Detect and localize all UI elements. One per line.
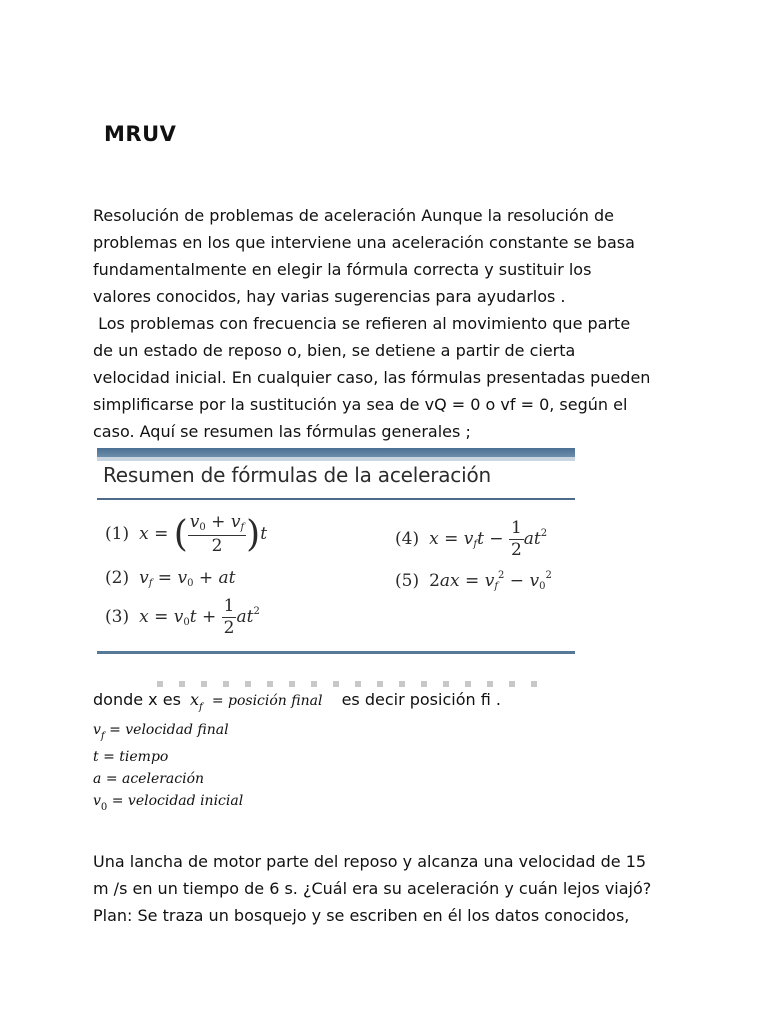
formula-summary-image bbox=[97, 448, 575, 688]
formula-1: (1) x = ( $\frac{v_0 + v_f}{2}$ )t bbox=[105, 512, 268, 556]
def-t-text: = tiempo bbox=[103, 749, 169, 765]
def-a-text: = aceleración bbox=[105, 771, 205, 787]
formula-label: (5) bbox=[395, 571, 420, 591]
text-line: velocidad inicial. En cualquier caso, las fórmulas presentadas pueden bbox=[93, 368, 651, 387]
text-line: Plan: Se traza un bosquejo y se escriben en él los datos conocidos, bbox=[93, 906, 630, 925]
symbol-vf: $v_f$ bbox=[93, 722, 105, 742]
formula-4: (4) $x = v_ft$ − $\frac{1}{2}$ $at^2$ bbox=[395, 518, 548, 560]
text-line: caso. Aquí se resumen las fórmulas generales ; bbox=[93, 422, 471, 441]
formula-3: (3) $x = v_0t$ + $\frac{1}{2}$ $at^2$ bbox=[105, 596, 260, 638]
formula-5: (5) $2ax = v_f^2 - v_0^2$ bbox=[395, 570, 552, 592]
def-vf-text: = velocidad final bbox=[109, 722, 229, 738]
text-line: Resolución de problemas de aceleración Aunque la resolución de bbox=[93, 206, 615, 225]
text-line: valores conocidos, hay varias sugerencias para ayudarlos . bbox=[93, 287, 566, 306]
header-gap bbox=[97, 457, 575, 461]
divider bbox=[97, 651, 575, 654]
formula-label: (3) bbox=[105, 607, 130, 627]
formula-2: (2) $v_f = v_0$ + at bbox=[105, 568, 236, 589]
def-x-text: = posición final bbox=[211, 693, 323, 709]
symbol-t: t bbox=[93, 749, 99, 765]
text-line: Los problemas con frecuencia se refieren al movimiento que parte bbox=[93, 314, 631, 333]
text-line: problemas en los que interviene una aceleración constante se basa bbox=[93, 233, 635, 252]
definition-t bbox=[93, 749, 168, 765]
symbol-a: a bbox=[93, 771, 102, 787]
def-intro: donde x es bbox=[93, 690, 181, 709]
def-x-tail: es decir posición fi . bbox=[341, 690, 501, 709]
symbol-v0: $v_0$ bbox=[93, 793, 108, 813]
divider bbox=[97, 498, 575, 500]
definition-vf bbox=[93, 722, 229, 742]
text-line: Una lancha de motor parte del reposo y alcanza una velocidad de 15 bbox=[93, 852, 647, 871]
definition-x bbox=[93, 690, 501, 713]
text-line: de un estado de reposo o, bien, se detiene a partir de cierta bbox=[93, 341, 576, 360]
symbol-xf: $x_f$ bbox=[190, 690, 203, 713]
definition-v0 bbox=[93, 793, 243, 813]
text-line: m /s en un tiempo de 6 s. ¿Cuál era su aceleración y cuán lejos viajó? bbox=[93, 879, 652, 898]
definition-a bbox=[93, 771, 204, 787]
intro-paragraph bbox=[93, 202, 693, 445]
formula-label: (1) bbox=[105, 524, 130, 544]
text-line: simplificarse por la sustitución ya sea de vQ = 0 o vf = 0, según el bbox=[93, 395, 628, 414]
def-v0-text: = velocidad inicial bbox=[111, 793, 244, 809]
problem-paragraph bbox=[93, 848, 693, 929]
formula-heading: Resumen de fórmulas de la aceleración bbox=[103, 463, 491, 487]
formula-label: (2) bbox=[105, 568, 130, 588]
formula-label: (4) bbox=[395, 529, 420, 549]
document-title: MRUV bbox=[104, 122, 177, 146]
cut-off-text bbox=[157, 681, 537, 687]
header-bar bbox=[97, 448, 575, 457]
text-line: fundamentalmente en elegir la fórmula correcta y sustituir los bbox=[93, 260, 592, 279]
